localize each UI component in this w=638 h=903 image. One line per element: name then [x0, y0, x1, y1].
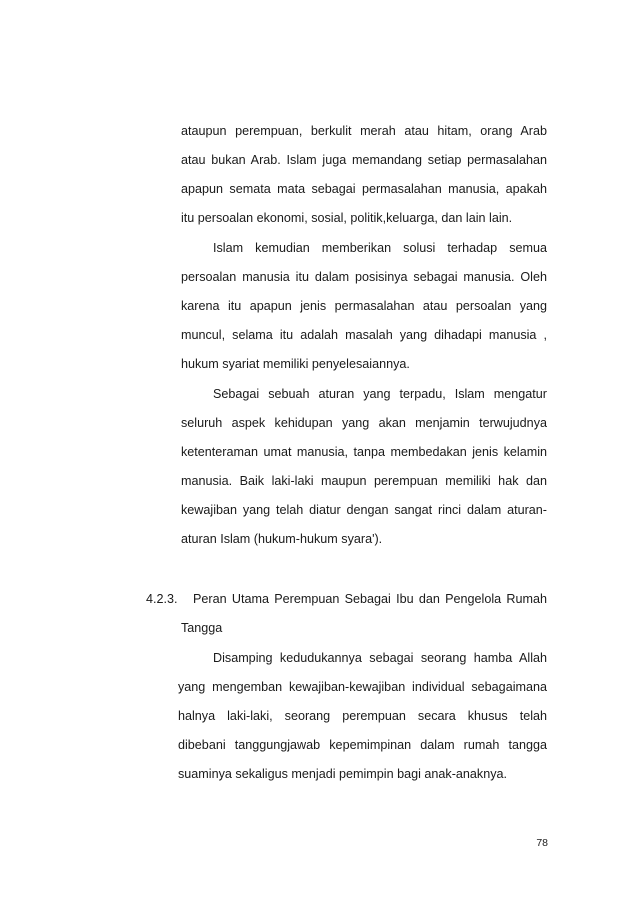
- paragraph-line: yang mengemban kewajiban-kewajiban individual sebagaimana: [178, 680, 547, 694]
- paragraph-line: Disamping kedudukannya sebagai seorang hamba Allah: [213, 651, 547, 665]
- paragraph-line: dibebani tanggungjawab kepemimpinan dalam rumah tangga: [178, 738, 547, 752]
- paragraph-line: hukum syariat memiliki penyelesaiannya.: [181, 357, 410, 371]
- paragraph-line: karena itu apapun jenis permasalahan atau persoalan yang: [181, 299, 547, 313]
- section-title: Peran Utama Perempuan Sebagai Ibu dan Pengelola Rumah: [193, 592, 547, 606]
- paragraph-line: manusia. Baik laki-laki maupun perempuan memiliki hak dan: [181, 474, 547, 488]
- paragraph-line: kewajiban yang telah diatur dengan sangat rinci dalam aturan-: [181, 503, 547, 517]
- paragraph-line: persoalan manusia itu dalam posisinya sebagai manusia. Oleh: [181, 270, 547, 284]
- paragraph-line: Sebagai sebuah aturan yang terpadu, Islam mengatur: [213, 387, 547, 401]
- page-number: 78: [536, 837, 548, 849]
- paragraph-line: aturan Islam (hukum-hukum syara').: [181, 532, 383, 546]
- paragraph-line: suaminya sekaligus menjadi pemimpin bagi anak-anaknya.: [178, 767, 508, 781]
- paragraph-line: atau bukan Arab. Islam juga memandang setiap permasalahan: [181, 153, 547, 167]
- paragraph-line: itu persoalan ekonomi, sosial, politik,keluarga, dan lain lain.: [181, 211, 513, 225]
- paragraph-line: ketenteraman umat manusia, tanpa membedakan jenis kelamin: [181, 445, 547, 459]
- paragraph-line: apapun semata mata sebagai permasalahan manusia, apakah: [181, 182, 547, 196]
- paragraph-line: seluruh aspek kehidupan yang akan menjamin terwujudnya: [181, 416, 547, 430]
- section-number: 4.2.3.: [146, 592, 178, 606]
- section-title-continued: Tangga: [181, 621, 223, 635]
- paragraph-line: halnya laki-laki, seorang perempuan secara khusus telah: [178, 709, 547, 723]
- paragraph-line: ataupun perempuan, berkulit merah atau hitam, orang Arab: [181, 124, 547, 138]
- paragraph-line: Islam kemudian memberikan solusi terhadap semua: [213, 241, 547, 255]
- paragraph-line: muncul, selama itu adalah masalah yang dihadapi manusia ,: [181, 328, 547, 342]
